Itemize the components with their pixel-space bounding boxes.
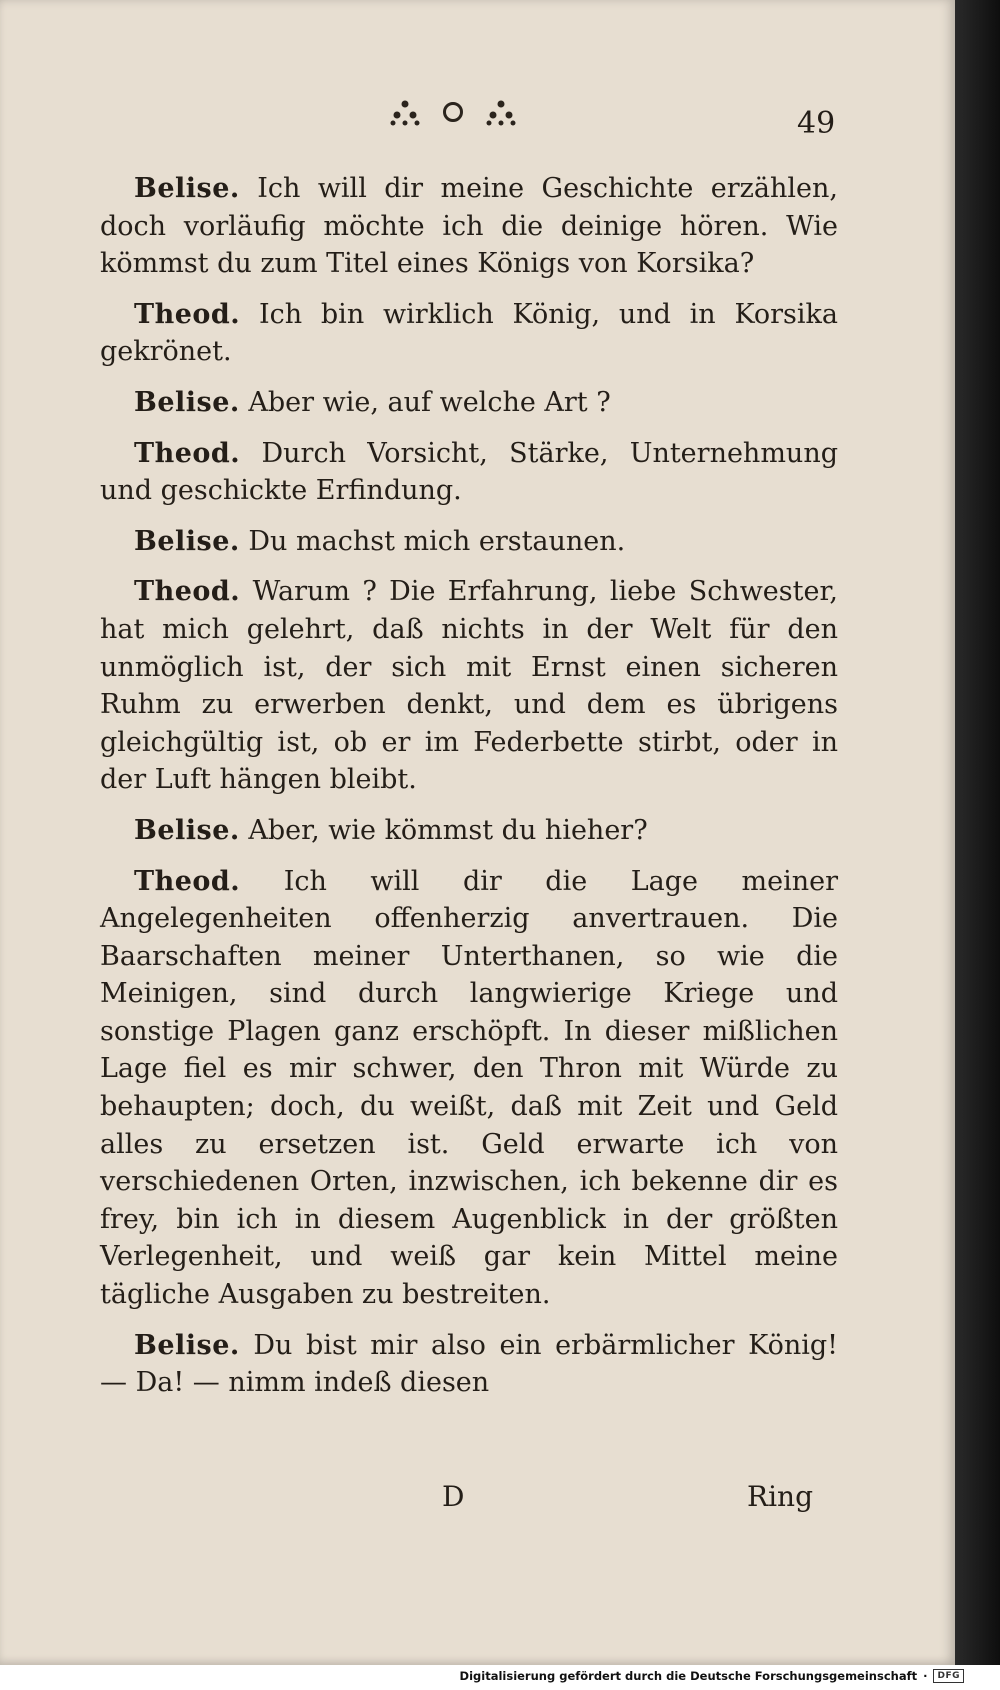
dialogue-paragraph <box>100 384 838 422</box>
speaker-name: Belise. <box>134 814 240 846</box>
dialogue-text: Warum ? Die Erfahrung, liebe Schwester, hat mich gelehrt, daß nichts in der Welt für den unmöglich ist, der sich mit Ernst einen sicheren Ruhm zu erwerben denkt, und dem es übrigens gleichgültig ist, ob er im Federbette stirbt, oder in der Luft hängen bleibt. <box>100 576 838 796</box>
speaker-name: Belise. <box>134 1329 240 1361</box>
speaker-name: Theod. <box>134 298 241 330</box>
dialogue-text: Ich will dir meine Geschichte erzählen, doch vorläufig möchte ich die deinige hören. Wie kömmst du zum Titel eines Königs von Korsika? <box>100 173 838 280</box>
catchword: Ring <box>747 1480 813 1513</box>
page-edge-shadow <box>955 0 1000 1665</box>
ornament-dots-left-icon <box>388 98 422 126</box>
signature-mark: D <box>442 1480 465 1513</box>
dialogue-paragraph <box>100 812 838 850</box>
speaker-name: Belise. <box>134 386 240 418</box>
dfg-logo-icon: DFG <box>933 1669 964 1683</box>
footer-separator: · <box>923 1669 928 1683</box>
dialogue-text: Aber, wie kömmst du hieher? <box>248 814 648 846</box>
dialogue-text: Ich will dir die Lage meiner Angelegenheiten offenherzig anvertrauen. Die Baarschaften meiner Unterthanen, so wie die Meinigen, sind durch langwierige Kriege und sonstige Plagen ganz erschöpft. In dieser mißlichen Lage fiel es mir schwer, den Thron mit Würde zu behaupten; doch, du weißt, daß mit Zeit und Geld alles zu ersetzen ist. Geld erwarte ich von verschiedenen Orten, inzwischen, ich bekenne dir es frey, bin ich in diesem Augenblick in der größten Verlegenheit, und weiß gar kein Mittel meine tägliche Ausgaben zu bestreiten. <box>100 865 838 1311</box>
dialogue-paragraph <box>100 523 838 561</box>
page-number: 49 <box>797 106 836 141</box>
dialogue-text: Du machst mich erstaunen. <box>248 525 626 557</box>
dialogue-paragraph <box>100 170 838 283</box>
speaker-name: Theod. <box>134 437 241 469</box>
dialogue-text: Ich bin wirklich König, und in Korsika gekrönet. <box>100 298 838 368</box>
header-ornament <box>388 97 518 127</box>
footer-credit: Digitalisierung gefördert durch die Deutsche Forschungsgemeinschaft <box>459 1669 918 1683</box>
dialogue-text: Du bist mir also ein erbärmlicher König! — Da! — nimm indeß diesen <box>100 1329 838 1399</box>
digitization-footer <box>460 1669 964 1683</box>
dialogue-paragraph <box>100 296 838 371</box>
dialogue-text: Aber wie, auf welche Art ? <box>248 386 611 418</box>
ornament-ring-icon <box>443 102 463 122</box>
dialogue-text: Durch Vorsicht, Stärke, Unternehmung und geschickte Erfindung. <box>100 437 838 507</box>
dialogue-paragraph <box>100 573 838 799</box>
speaker-name: Theod. <box>134 576 241 608</box>
dialogue-paragraph <box>100 435 838 510</box>
speaker-name: Belise. <box>134 525 240 557</box>
ornament-dots-right-icon <box>484 98 518 126</box>
dialogue-paragraph <box>100 863 838 1314</box>
dialogue-paragraph <box>100 1327 838 1402</box>
speaker-name: Belise. <box>134 173 240 204</box>
speaker-name: Theod. <box>134 865 241 897</box>
body-text <box>100 170 838 1415</box>
